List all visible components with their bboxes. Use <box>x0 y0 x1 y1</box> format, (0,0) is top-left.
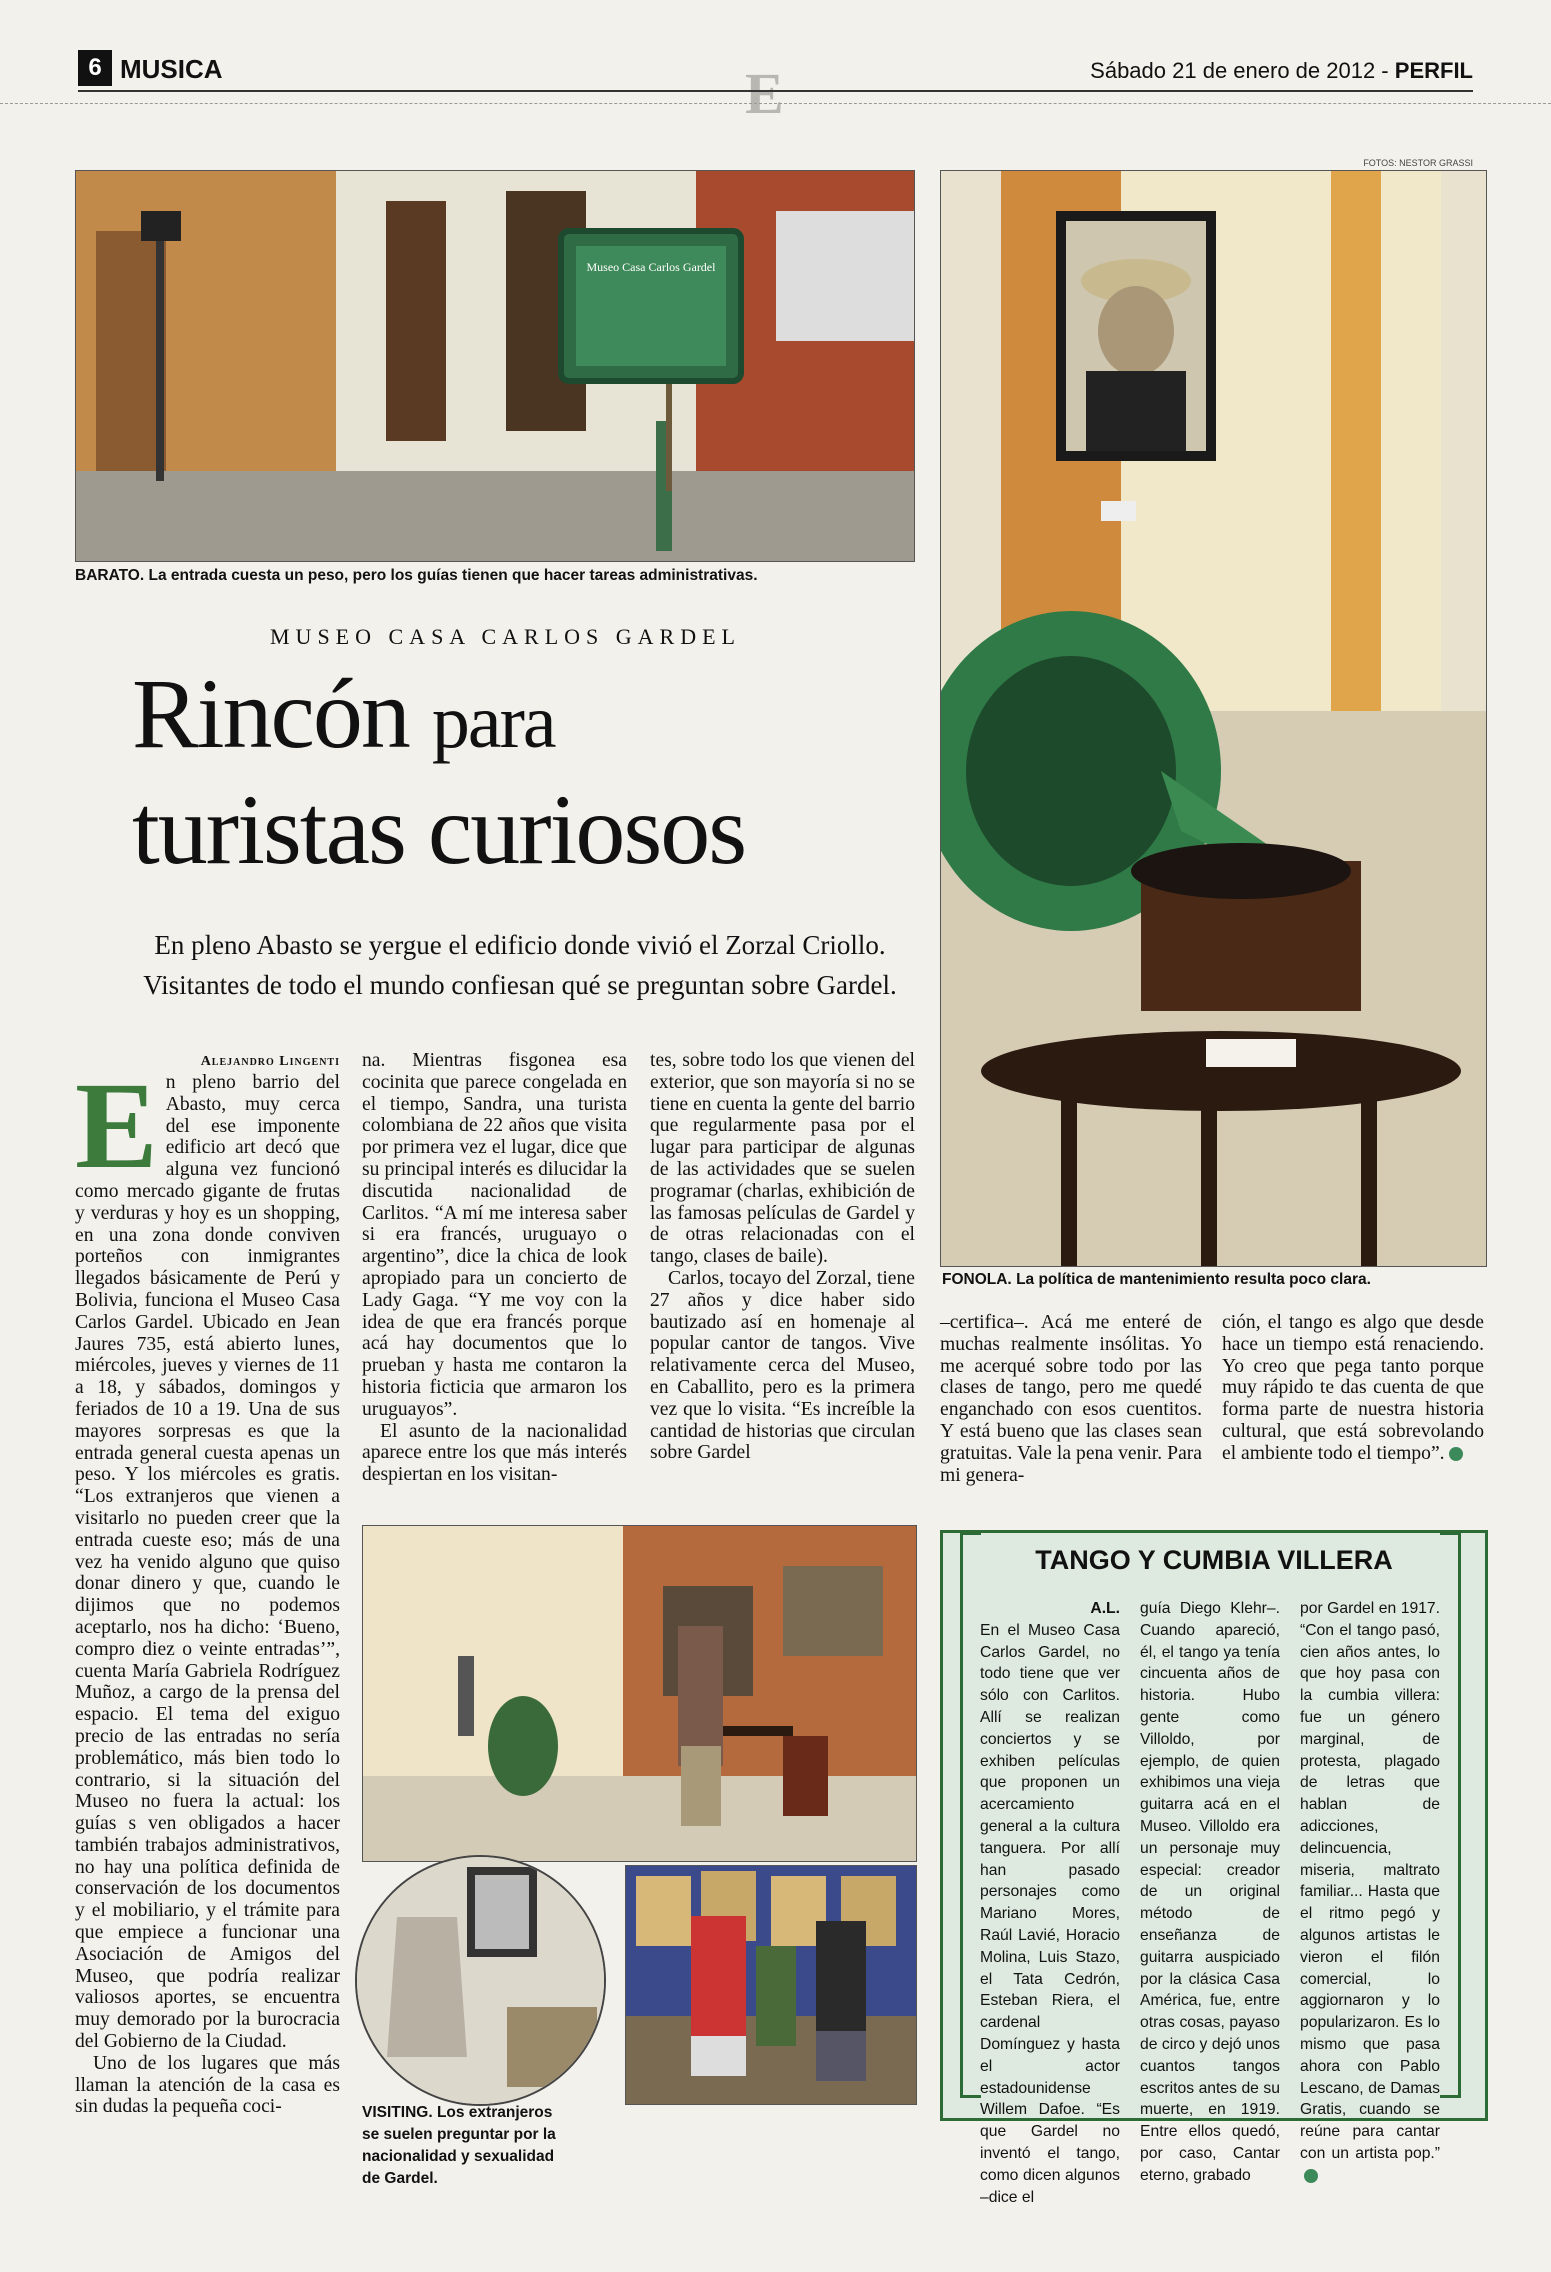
photo-gramophone <box>940 170 1487 1267</box>
sidebar-bracket-left <box>960 1532 981 2098</box>
publication-name: PERFIL <box>1394 58 1473 83</box>
photo-street <box>75 170 915 562</box>
caption-visiting: VISITING. Los extranjeros se suelen preguntar por la nacionalidad y sexualidad de Gardel. <box>362 2104 556 2187</box>
sidebar-column-1: A.L. En el Museo Casa Carlos Gardel, no todo tiene que ver sólo con Carlitos. Allí se realizan conciertos y se exhiben películas que proponen un acercamiento general a la cultura tanguera. Por allí han pasado personajes como Mariano Mores, Raúl Lavié, Horacio Molina, Luis Stazo, el Tata Cedrón, Esteban Riera, el cardenal Domínguez y hasta el actor estadounidense Willem Dafoe. “Es que Gardel no inventó el tango, como dicen algunos –dice el <box>980 1600 1120 2206</box>
article-deck: En pleno Abasto se yergue el edificio donde vivió el Zorzal Criollo. Visitantes de todo el mundo confiesan qué se preguntan sobre Gardel. <box>143 930 897 1000</box>
article-column-3: tes, sobre todo los que vienen del exterior, que son mayoría si no se tiene en cuenta la gente del barrio que regularmente pasa por el lugar para participar de algunas de las actividades que se suelen programar (charlas, exhibición de las famosas películas de Gardel y de otras relacionadas con el tango, clases de baile). Carlos, tocayo del Zorzal, tiene 27 años y dice haber sido bautizado así en homenaje al popular cantor de tangos. Vive relativamente cerca del Museo, en Caballito, pero es la primera vez que lo visita. “Es increíble la cantidad de historias que circulan sobre Gardel <box>650 1050 915 1464</box>
sidebar-bracket-right <box>1440 1532 1461 2098</box>
article-column-4: –certifica–. Acá me enteré de muchas realmente insólitas. Yo me acerqué sobre todo por las clases de tango, pero me quedé enganchado con esos cuentitos. Y está bueno que las clases sean gratuitas. Vale la pena venir. Para mi genera- <box>940 1312 1202 1486</box>
article-column-2: na. Mientras fisgonea esa cocinita que parece congelada en el tiempo, Sandra, una turista colombiana de 22 años que visita por primera vez el lugar, dice que su principal interés es dilucidar la discutida nacionalidad de Carlitos. “A mí me interesa saber si era francés, uruguayo o argentino”, dice la chica de look apropiado para un concierto de Lady Gaga. “Y me voy con la idea de que era francés porque acá hay documentos que lo prueban y hasta me contaron la historia ficticia que armaron los uruguayos”. El asunto de la nacionalidad aparece entre los que más interés despiertan en los visitan- <box>362 1050 627 1486</box>
caption-gramophone: FONOLA. La política de mantenimiento resulta poco clara. <box>942 1271 1371 1288</box>
plaque-title: Museo Casa Carlos Gardel <box>586 260 716 274</box>
byline: Alejandro Lingenti <box>200 1054 340 1069</box>
header-dotted-rule <box>0 103 1551 104</box>
issue-date: Sábado 21 de enero de 2012 - PERFIL <box>1090 58 1473 83</box>
photo-credit: FOTOS: NESTOR GRASSI <box>1363 158 1473 168</box>
photo-circle-dress <box>355 1855 606 2106</box>
article-column-5: ción, el tango es algo que desde hace un tiempo está renaciendo. Yo creo que pega tanto porque muy rápido te das cuenta de que forma parte de nuestra historia cultural, que está sobrevolando el ambiente todo el tiempo”. <box>1222 1312 1484 1464</box>
end-mark-icon <box>1304 2169 1318 2183</box>
photo-visitors <box>625 1865 917 2105</box>
sidebar-column-3: por Gardel en 1917. “Con el tango pasó, cien años antes, lo que hoy pasa con la cumbia villera: fue un género marginal, de protesta, plagado de letras que hablan de adicciones, delincuencia, miseria, maltrato familiar... Hasta que el ritmo pegó y algunos artistas le vieron el filón comercial, lo aggiornaron y lo popularizaron. Es lo mismo que pasa ahora con Pablo Lescano, de Damas Gratis, cuando se reúne para cantar con un artista pop.” <box>1300 1598 1440 2187</box>
drop-cap: E <box>75 1057 158 1194</box>
caption-street: BARATO. La entrada cuesta un peso, pero los guías tienen que hacer tareas administrativas. <box>75 567 758 584</box>
sidebar-title: TANGO Y CUMBIA VILLERA <box>1035 1545 1393 1575</box>
section-label: MUSICA <box>120 54 223 84</box>
sidebar-byline: A.L. <box>1090 1600 1120 1617</box>
header-rule <box>78 90 1473 92</box>
publication-emblem: E <box>745 61 784 126</box>
page-number: 6 <box>78 50 112 86</box>
article-kicker: MUSEO CASA CARLOS GARDEL <box>270 624 741 649</box>
article-column-1: En pleno barrio del Abasto, muy cerca del ese imponente edificio art decó que alguna vez funcionó como mercado gigante de frutas y verduras y hoy es un shopping, en una zona donde conviven porteños con inmigrantes llegados básicamente de Perú y Bolivia, funciona el Museo Casa Carlos Gardel. Ubicado en Jean Jaures 735, está abierto lunes, miércoles, jueves y viernes de 11 a 18, y sábados, domingos y feriados de 10 a 19. Una de sus mayores sorpresas es que la entrada general cuesta apenas un peso. Y los miércoles es gratis. “Los extranjeros que vienen a visitarlo no pueden creer que la entrada cueste eso; más de una vez ha venido alguno que quiso donar dinero y que, cuando le dijimos que no podemos aceptarlo, nos ha dicho: ‘Bueno, compro diez o veinte entradas’”, cuenta María Gabriela Rodríguez Muñoz, a cargo de la prensa del espacio. El tema del exiguo precio de las entradas no sería problemático, más bien todo lo contrario, si la situación del Museo no fuera la actual: los guías s ven obligados a hacer también trabajos administrativos, no hay una política definida de conservación de los documentos y el mobiliario, y el trámite para que empiece a funcionar una Asociación de Amigos del Museo, que podría realizar valiosos aportes, se encuentra muy demorado por la burocracia del Gobierno de la Ciudad. Uno de los lugares que más llaman la atención de la casa es sin dudas la pequeña coci- <box>75 1057 340 2118</box>
end-mark-icon <box>1449 1447 1463 1461</box>
photo-interior <box>362 1525 917 1862</box>
article-headline: Rincón para turistas curiosos <box>132 658 746 885</box>
sidebar-column-2: guía Diego Klehr–. Cuando apareció, él, el tango ya tenía cincuenta años de historia. Hubo gente como Villoldo, por ejemplo, de quien exhibimos una vieja guitarra acá en el Museo. Villoldo era un personaje muy especial: creador de un original método de enseñanza de guitarra auspiciado por la clásica Casa América, fue, entre otras cosas, payaso de circo y dejó unos cuantos tangos escritos antes de su muerte, en 1919. Entre ellos quedó, por caso, Cantar eterno, grabado <box>1140 1600 1280 2184</box>
